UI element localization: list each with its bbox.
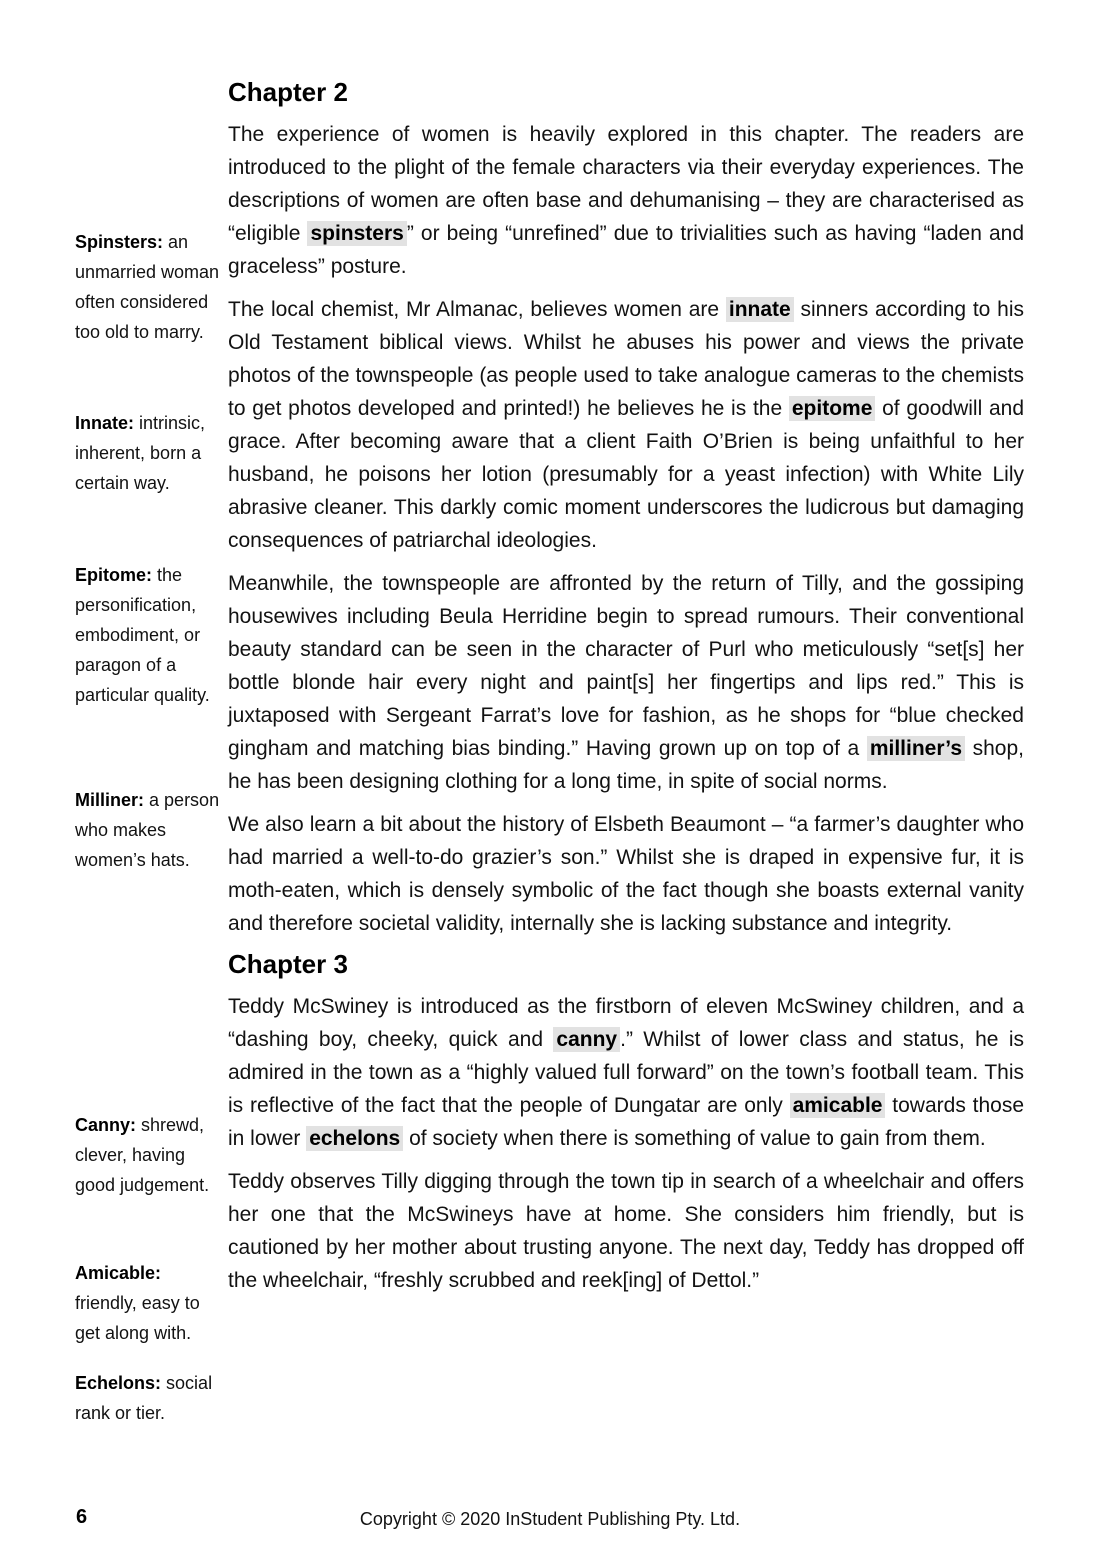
body-text: ” or being “unrefined” due to trivialities such as having “laden and graceless” posture. xyxy=(228,222,1024,278)
vocab-term-highlight: epitome xyxy=(789,396,876,421)
body-paragraph xyxy=(228,1165,1024,1297)
margin-note-echelons xyxy=(75,1368,221,1428)
content-column xyxy=(228,78,1024,1307)
body-text: We also learn a bit about the history of Elsbeth Beaumont – “a farmer’s daughter who had married a well-to-do grazier’s son.” Whilst she is draped in expensive fur, it is moth-eaten, which is densely symbolic of the fact though she boasts external vanity and therefore societal validity, internally she is lacking substance and integrity. xyxy=(228,813,1024,935)
margin-note-term: Milliner : xyxy=(75,790,144,810)
margin-note-definition: friendly, easy to get along with. xyxy=(75,1293,200,1343)
body-text: Meanwhile, the townspeople are affronted by the return of Tilly, and the gossiping housewives including Beula Herridine begin to spread rumours. Their conventional beauty standard can be seen in the character of Purl who meticulously “set[s] her bottle blonde hair every night and paint[s] her fingertips and lips red.” This is juxtaposed with Sergeant Farrat’s love for fashion, as he shops for “blue checked gingham and matching bias binding.” Having grown up on top of a xyxy=(228,572,1024,760)
vocab-term-highlight: innate xyxy=(726,297,794,322)
margin-note-definition: the personification, embodiment, or paragon of a particular quality. xyxy=(75,565,210,705)
margin-note-definition: an unmarried woman often considered too old to marry. xyxy=(75,232,220,342)
vocab-term-highlight: milliner’s xyxy=(867,736,965,761)
body-paragraph xyxy=(228,990,1024,1155)
body-paragraph xyxy=(228,293,1024,557)
body-text: Teddy observes Tilly digging through the town tip in search of a wheelchair and offers her one that the McSwineys have at home. She considers him friendly, but is cautioned by her mother about trusting anyone. The next day, Teddy has dropped off the wheelchair, “freshly scrubbed and reek[ing] of Dettol.” xyxy=(228,1170,1024,1292)
margin-note-definition: social rank or tier. xyxy=(75,1373,213,1423)
body-text: .” Whilst of lower class and status, he is admired in the town as a “highly valued full forward” on the town’s football team. This is reflective of the fact that the people of Dungatar are only xyxy=(228,1028,1024,1117)
margin-note-definition: shrewd, clever, having good judgement. xyxy=(75,1115,210,1195)
margin-note-spinsters xyxy=(75,227,221,347)
body-text: sinners according to his Old Testament biblical views. Whilst he abuses his power and views the private photos of the townspeople (as people used to take analogue cameras to the chemists to get photos developed and printed!) he believes he is the xyxy=(228,298,1024,420)
body-text: shop, he has been designing clothing for a long time, in spite of social norms. xyxy=(228,737,1024,793)
vocab-term-highlight: echelons xyxy=(306,1126,403,1151)
body-text: The local chemist, Mr Almanac, believes women are xyxy=(228,298,726,321)
body-paragraph xyxy=(228,808,1024,940)
body-text: Teddy McSwiney is introduced as the firstborn of eleven McSwiney children, and a “dashing boy, cheeky, quick and xyxy=(228,995,1024,1051)
chapter-3-heading: Chapter 3 xyxy=(228,949,348,979)
vocab-term-highlight: canny xyxy=(553,1027,620,1052)
vocab-term-highlight: amicable xyxy=(790,1093,886,1118)
margin-note-epitome xyxy=(75,560,221,710)
chapter-2-heading: Chapter 2 xyxy=(228,77,348,107)
margin-note-term: Spinsters : xyxy=(75,232,163,252)
margin-note-innate xyxy=(75,408,221,498)
body-paragraph xyxy=(228,567,1024,798)
margin-note-canny xyxy=(75,1110,221,1200)
margin-note-term: Epitome : xyxy=(75,565,152,585)
vocab-term-highlight: spinsters xyxy=(307,221,406,246)
margin-note-term: Innate : xyxy=(75,413,134,433)
margin-note-definition: intrinsic, inherent, born a certain way. xyxy=(75,413,206,493)
margin-note-term: Canny : xyxy=(75,1115,136,1135)
margin-note-amicable xyxy=(75,1258,221,1348)
margin-note-milliner xyxy=(75,785,221,875)
body-text: The experience of women is heavily explored in this chapter. The readers are introduced to the plight of the female characters via their everyday experiences. The descriptions of women are often base and dehumanising – they are characterised as “eligible xyxy=(228,123,1024,245)
body-paragraph xyxy=(228,118,1024,283)
copyright-notice: Copyright © 2020 InStudent Publishing Pty. Ltd. xyxy=(359,1509,741,1529)
body-text: towards those in lower xyxy=(228,1094,1024,1150)
body-text: of goodwill and grace. After becoming aware that a client Faith O’Brien is being unfaithful to her husband, he poisons her lotion (presumably for a yeast infection) with White Lily abrasive cleaner. This darkly comic moment underscores the ludicrous but damaging consequences of patriarchal ideologies. xyxy=(228,397,1024,552)
page-number: 6 xyxy=(76,1506,88,1528)
body-text: of society when there is something of value to gain from them. xyxy=(403,1127,986,1150)
margin-note-term: Amicable : xyxy=(75,1263,161,1283)
margin-note-term: Echelons : xyxy=(75,1373,161,1393)
margin-note-definition: a person who makes women’s hats. xyxy=(75,790,220,870)
